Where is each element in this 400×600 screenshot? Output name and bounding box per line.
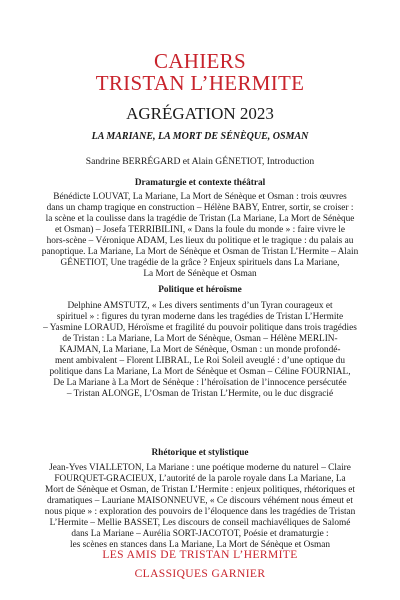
contents-line: Bénédicte LOUVAT, La Mariane, La Mort de Sénèque et Osman : trois œuvres (53, 192, 347, 202)
contents-line: nous pique » : exploration des pouvoirs de l’éloquence dans les tragédies de Tristan (44, 507, 356, 517)
agregation-title: AGRÉGATION 2023 (126, 104, 274, 123)
contents-line: hors-scène – Véronique ADAM, Les lieux du politique et le tragique : du palais au (46, 236, 354, 246)
series-title (0, 50, 400, 94)
contents-line: ment ambivalent – Florent LIBRAL, Le Roi Soleil aveuglé : d’une optique du (55, 356, 345, 366)
series-title-line-2: TRISTAN L’HERMITE (95, 71, 305, 95)
publisher-house: CLASSIQUES GARNIER (134, 568, 266, 580)
contents-line: Delphine AMSTUTZ, « Les divers sentiments d’un Tyran courageux et (67, 301, 333, 311)
contents-line: dans La Mariane – Aurélia SORT-JACOTOT, Poésie et dramaturgie : (71, 529, 329, 539)
section-heading-dramaturgie: Dramaturgie et contexte théâtral (134, 178, 266, 188)
contents-line: panoptique. La Mariane, La Mort de Sénèque et Osman de Tristan L’Hermite – Alain (41, 247, 359, 257)
introduction-credit: Sandrine BERRÉGARD et Alain GÉNETIOT, Introduction (85, 156, 315, 167)
contents-line: politique dans La Mariane, La Mort de Sénèque et Osman – Céline FOURNIAL, (49, 367, 351, 377)
works-subtitle: LA MARIANE, LA MORT DE SÉNÈQUE, OSMAN (91, 131, 309, 142)
contents-line: spirituel » : figures du tyran moderne dans les tragédies de Tristan L’Hermite (56, 312, 344, 322)
contents-line: FOURQUET-GRACIEUX, L’autorité de la parole royale dans La Mariane, La (54, 474, 346, 484)
contents-line: dans un champ tragique en construction – Hélène BABY, Entrer, sortir, se croiser : (46, 203, 354, 213)
contents-line: De La Mariane à La Mort de Sénèque : l’héroïsation de l’innocence persécutée (53, 378, 347, 388)
contents-line: Mort de Sénèque et Osman, de Tristan L’Hermite : enjeux politiques, rhétoriques et (44, 485, 355, 495)
contents-line: – Tristan ALONGE, L’Osman de Tristan L’Hermite, ou le duc disgracié (66, 389, 334, 399)
contents-line: Jean-Yves VIALLETON, La Mariane : une poétique moderne du naturel – Claire (49, 463, 351, 473)
contents-line: dramatiques – Lauriane MAISONNEUVE, « Ce discours véhément nous émeut et (47, 496, 353, 506)
contents-line: la scène et la coulisse dans la tragédie de Tristan (La Mariane, La Mort de Sénèque (45, 214, 355, 224)
publisher-society: LES AMIS DE TRISTAN L’HERMITE (102, 549, 298, 561)
section-contents-rhetorique (30, 463, 370, 551)
section-contents-politique (30, 301, 370, 400)
contents-line: KAJMAN, La Mariane, La Mort de Sénèque, Osman : un monde profondé- (59, 345, 341, 355)
publishers (0, 546, 400, 584)
contents-line: L’Hermite – Mellie BASSET, Les discours de conseil machiavéliques de Salomé (49, 518, 351, 528)
contents-line: La Mort de Sénèque et Osman (143, 269, 257, 279)
contents-line: de Tristan : La Mariane, La Mort de Sénèque, Osman – Hélène MERLIN- (62, 334, 338, 344)
contents-line: et Osman) – Josefa TERRIBILINI, « Dans la foule du monde » : faire vivre le (54, 225, 346, 235)
section-heading-politique: Politique et héroïsme (158, 285, 242, 295)
section-contents-dramaturgie (30, 192, 370, 280)
series-title-line-1: CAHIERS (154, 49, 246, 73)
contents-line: les scènes en stances dans La Mariane, La Mort de Sénèque et Osman (70, 540, 330, 550)
section-heading-rhetorique: Rhétorique et stylistique (151, 448, 249, 458)
contents-line: – Yasmine LORAUD, Héroïsme et fragilité du pouvoir politique dans trois tragédies (43, 323, 357, 333)
contents-line: GÉNETIOT, Une tragédie de la grâce ? Enjeux spirituels dans La Mariane, (60, 258, 340, 268)
